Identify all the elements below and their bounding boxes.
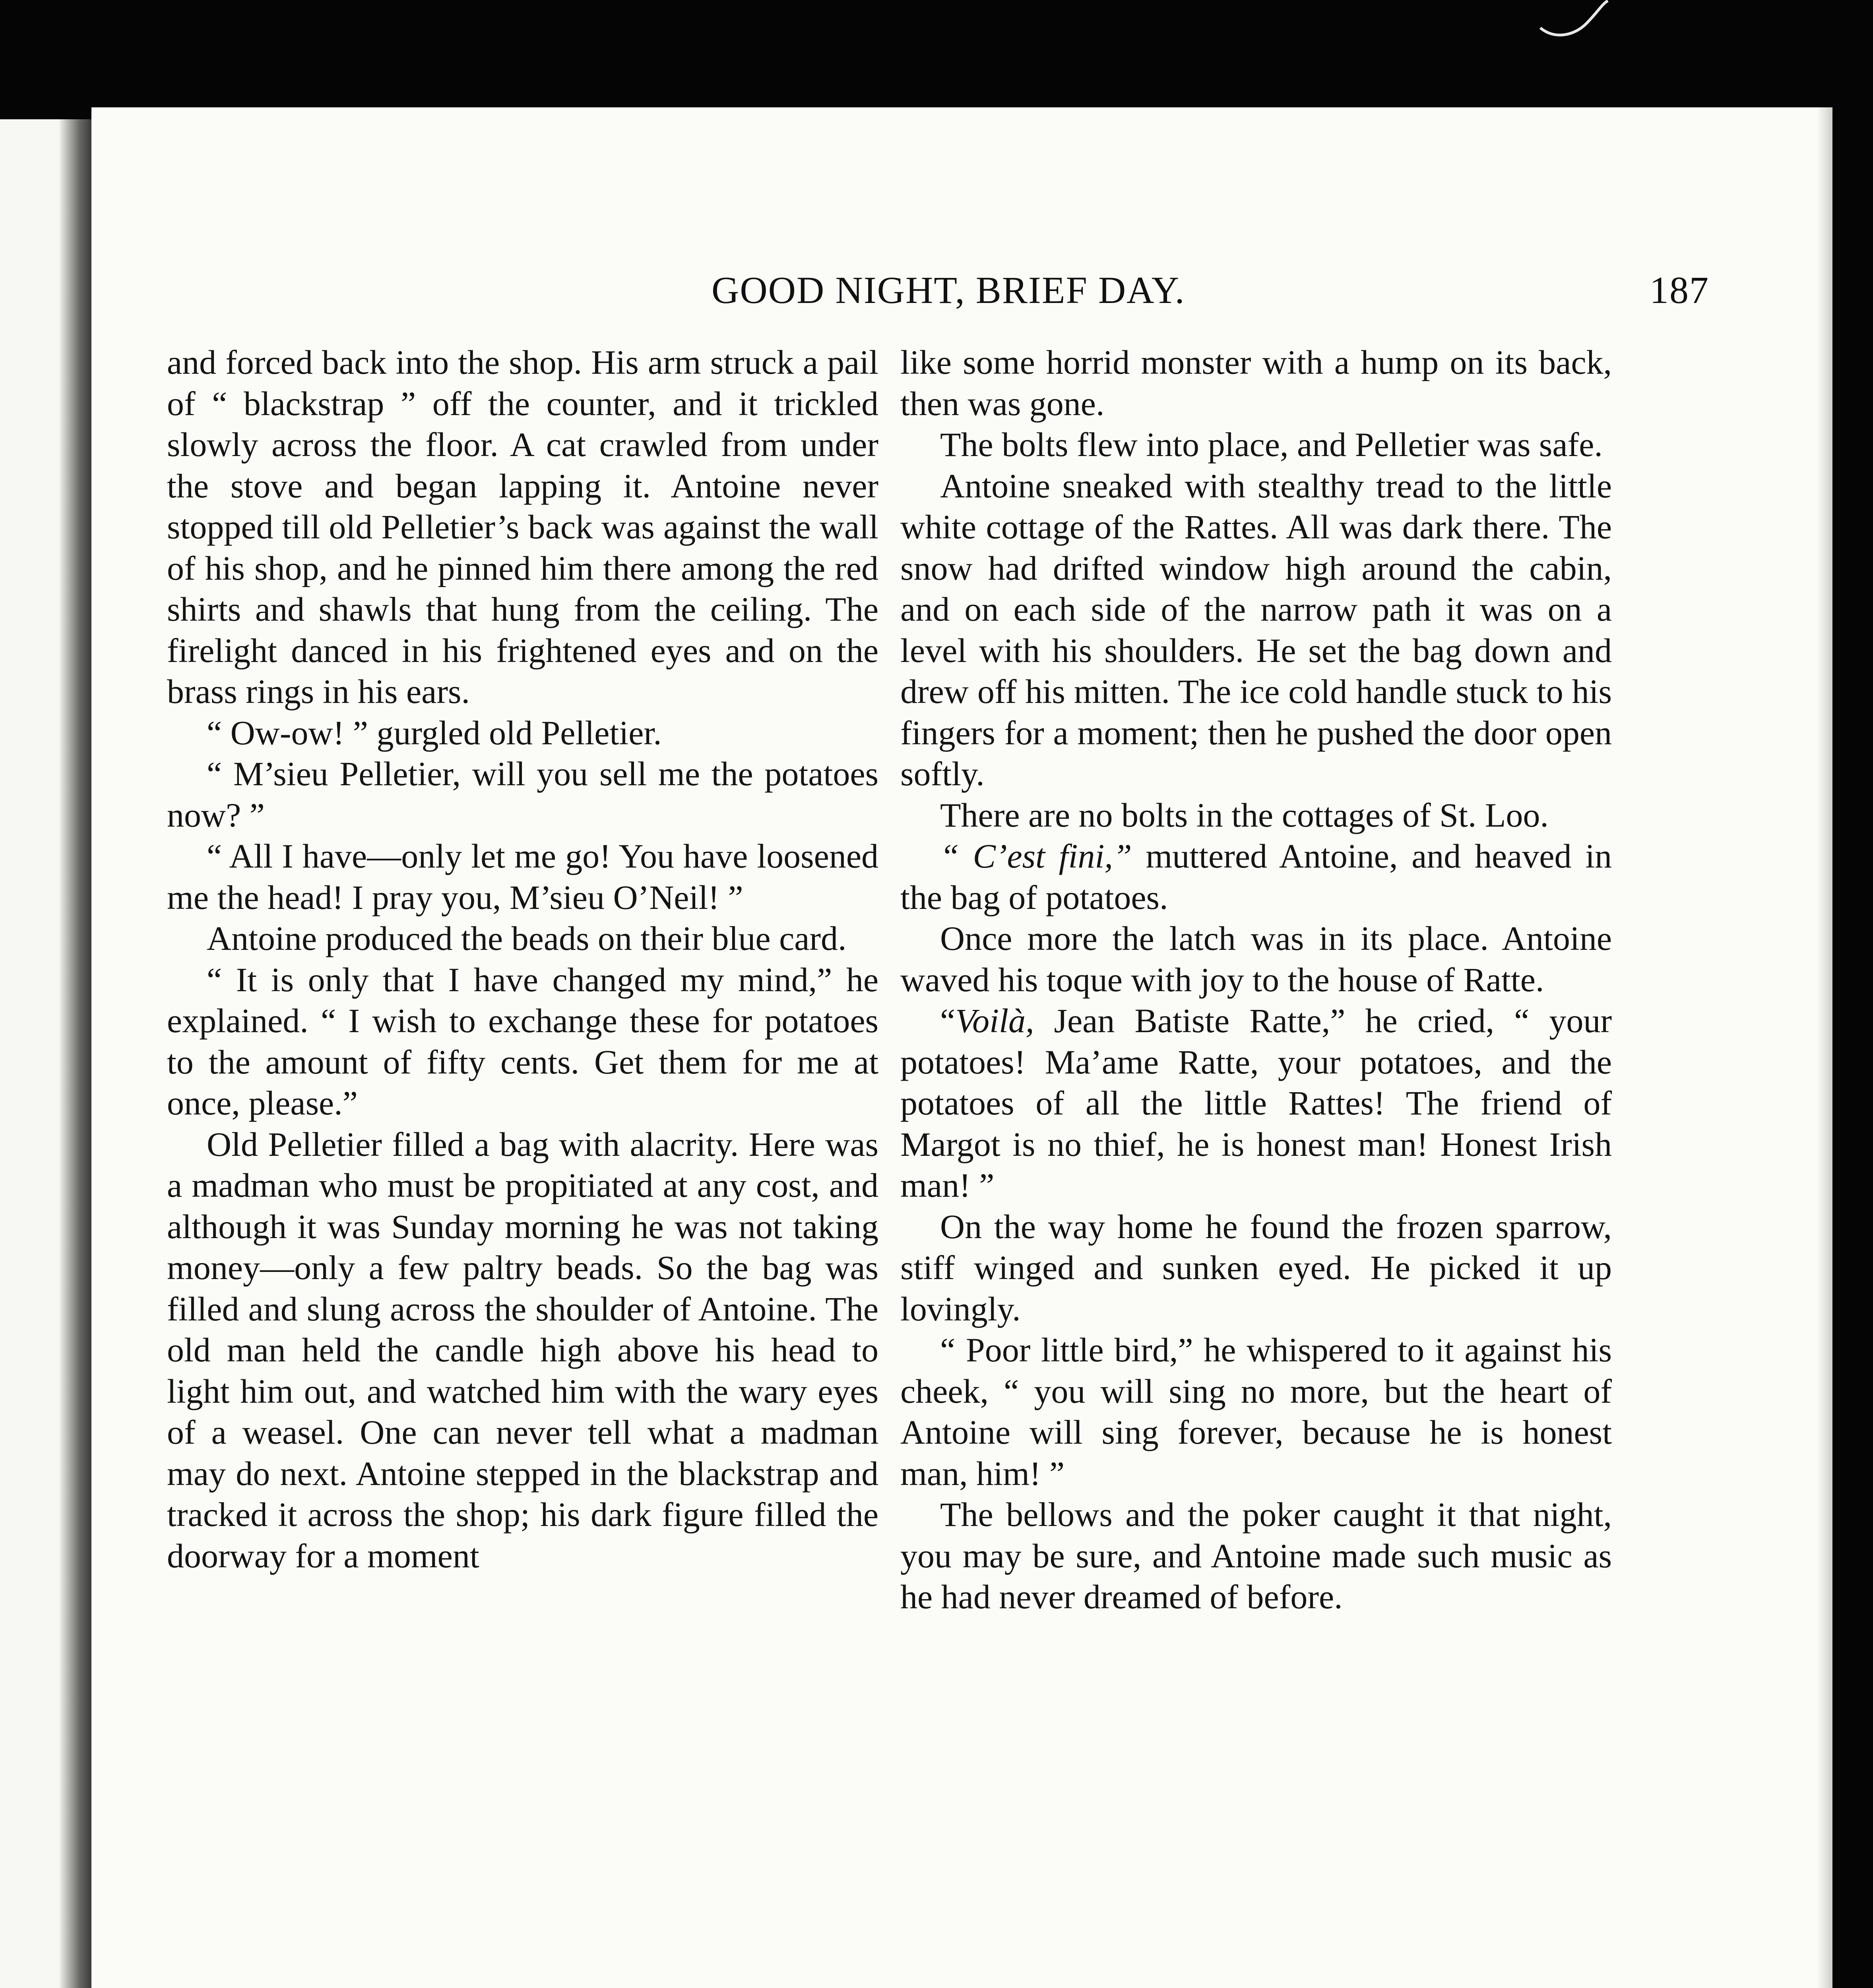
paragraph: and forced back into the shop. His arm struck a pail of “ blackstrap ” off the counter, and it trickled slowly across the floor. A cat crawled from under the stove and began lapping it. Antoine never stopped till old Pelletier’s back was against the wall of his shop, and he pinned him there among the red shirts and shawls that hung from the ceiling. The firelight danced in his frightened eyes and on the brass rings in his ears. (167, 343, 878, 711)
page-edge-shadow (1817, 107, 1832, 1988)
running-title: GOOD NIGHT, BRIEF DAY. (712, 269, 1185, 311)
italic-phrase: Voilà, (955, 1002, 1034, 1040)
italic-phrase: “ C’est fini,” (940, 837, 1132, 875)
paragraph: There are no bolts in the cottages of St. Loo. (940, 796, 1549, 834)
paragraph: The bellows and the poker caught it that night, you may be sure, and Antoine made such music as he had never dreamed of before. (900, 1495, 1612, 1616)
running-head (620, 262, 1709, 318)
paragraph: “ Ow-ow! ” gurgled old Pelletier. (207, 713, 662, 752)
paragraph: Once more the latch was in its place. Antoine waved his toque with joy to the house of Ratte. (900, 919, 1612, 999)
open-quote: “ (940, 1002, 956, 1040)
paragraph: On the way home he found the frozen sparrow, stiff winged and sunken eyed. He picked it up lovingly. (900, 1207, 1612, 1328)
paragraph: Antoine produced the beads on their blue card. (207, 919, 847, 957)
paragraph (900, 836, 1612, 918)
paragraph-text: muttered Antoine, and heaved in the bag of potatoes. (900, 837, 1612, 916)
paragraph: “ M’sieu Pelletier, will you sell me the potatoes now? ” (167, 755, 878, 834)
paragraph: Antoine sneaked with stealthy tread to the little white cottage of the Rattes. All was dark there. The snow had drifted window high around the cabin, and on each side of the narrow path it was on a level with his shoulders. He set the bag down and drew off his mitten. The ice cold handle stuck to his fingers for a moment; then he pushed the door open softly. (900, 466, 1612, 793)
paragraph: Old Pelletier filled a bag with alacrity. Here was a madman who must be propitiated at any cost, and although it was Sunday morning he was not taking money—only a few paltry beads. So the bag was filled and slung across the shoulder of Antoine. The old man held the candle high above his head to light him out, and watched him with the wary eyes of a weasel. One can never tell what a madman may do next. Antoine stepped in the blackstrap and tracked it across the shop; his dark figure filled the doorway for a moment (167, 1125, 878, 1575)
paragraph: like some horrid monster with a hump on its back, then was gone. (900, 343, 1612, 423)
page-number: 187 (1650, 269, 1709, 311)
text-column-left (167, 342, 878, 1576)
text-column-right (900, 342, 1612, 1618)
paragraph: The bolts flew into place, and Pelletier was safe. (940, 425, 1603, 464)
book-gutter-shadow (60, 119, 95, 1988)
paragraph: “ It is only that I have changed my mind,” he explained. “ I wish to exchange these for potatoes to the amount of fifty cents. Get them for me at once, please.” (167, 960, 878, 1122)
paragraph-text: Jean Batiste Ratte,” he cried, “ your potatoes! Ma’ame Ratte, your potatoes, and the potatoes of all the little Rattes! The friend of Margot is no thief, he is honest man! Honest Irish man! ” (900, 1002, 1612, 1204)
paragraph: “ Poor little bird,” he whispered to it against his cheek, “ you will sing no more, but the heart of Antoine will sing forever, because he is honest man, him! ” (900, 1331, 1612, 1493)
paragraph (900, 1000, 1612, 1206)
pen-mark-icon (1538, 0, 1610, 48)
paragraph: “ All I have—only let me go! You have loosened me the head! I pray you, M’sieu O’Neil! ” (167, 837, 878, 916)
